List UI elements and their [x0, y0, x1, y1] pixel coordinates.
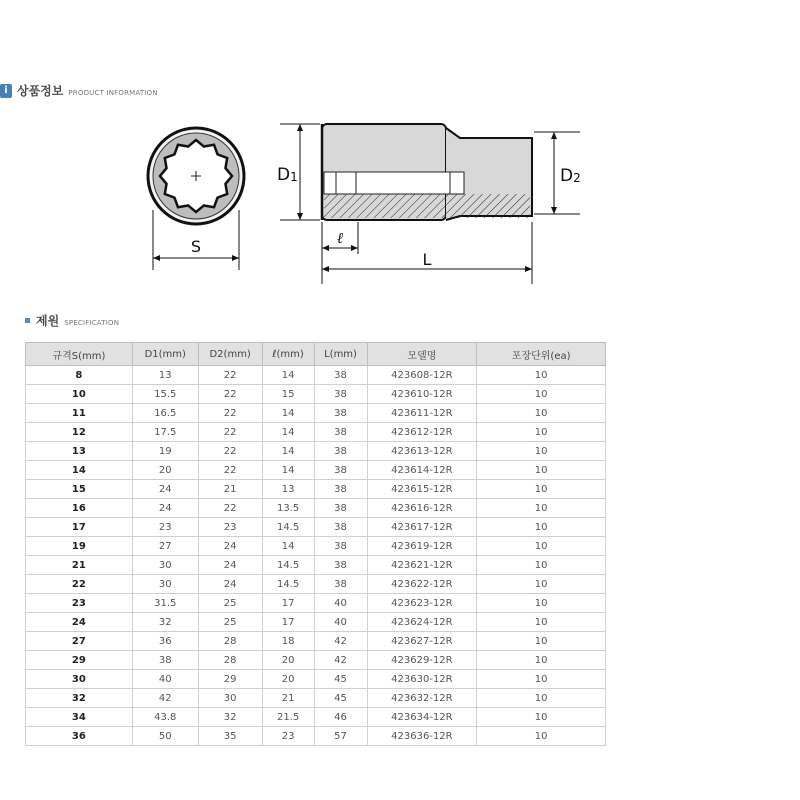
model-cell: 423615-12R [367, 480, 477, 499]
ell-cell: 14 [262, 442, 314, 461]
size-cell: 19 [26, 537, 133, 556]
ell-cell: 13 [262, 480, 314, 499]
table-row [26, 537, 606, 556]
model-header: 모델명 [367, 343, 477, 366]
d2-cell: 30 [198, 689, 262, 708]
model-cell: 423623-12R [367, 594, 477, 613]
ell-cell: 14 [262, 366, 314, 385]
model-cell: 423621-12R [367, 556, 477, 575]
package-unit-cell: 10 [477, 670, 606, 689]
package-unit-cell: 10 [477, 689, 606, 708]
table-row [26, 385, 606, 404]
table-row [26, 689, 606, 708]
length-cell: 38 [314, 575, 367, 594]
length-cell: 38 [314, 556, 367, 575]
d1-cell: 31.5 [132, 594, 198, 613]
ell-cell: 14.5 [262, 556, 314, 575]
ell-cell: 18 [262, 632, 314, 651]
model-cell: 423627-12R [367, 632, 477, 651]
d1-cell: 30 [132, 556, 198, 575]
size-cell: 34 [26, 708, 133, 727]
model-cell: 423608-12R [367, 366, 477, 385]
length-cell: 38 [314, 442, 367, 461]
ell-cell: 14.5 [262, 518, 314, 537]
table-row [26, 442, 606, 461]
length-cell: 45 [314, 670, 367, 689]
length-cell: 38 [314, 404, 367, 423]
size-cell: 15 [26, 480, 133, 499]
length-cell: 38 [314, 385, 367, 404]
d1-cell: 13 [132, 366, 198, 385]
size-cell: 17 [26, 518, 133, 537]
ell-cell: 14 [262, 461, 314, 480]
d2-cell: 28 [198, 632, 262, 651]
d2-cell: 24 [198, 575, 262, 594]
model-cell: 423630-12R [367, 670, 477, 689]
size-cell: 32 [26, 689, 133, 708]
length-cell: 45 [314, 689, 367, 708]
d1-cell: 24 [132, 499, 198, 518]
d1-cell: 40 [132, 670, 198, 689]
package-unit-cell: 10 [477, 480, 606, 499]
d2-cell: 32 [198, 708, 262, 727]
d1-cell: 24 [132, 480, 198, 499]
package-unit-cell: 10 [477, 727, 606, 746]
model-cell: 423636-12R [367, 727, 477, 746]
size-cell: 36 [26, 727, 133, 746]
ell-cell: 15 [262, 385, 314, 404]
d1-cell: 17.5 [132, 423, 198, 442]
model-cell: 423619-12R [367, 537, 477, 556]
table-row [26, 670, 606, 689]
size-cell: 23 [26, 594, 133, 613]
ell-cell: 20 [262, 670, 314, 689]
table-row [26, 499, 606, 518]
table-row [26, 594, 606, 613]
d1-cell: 50 [132, 727, 198, 746]
length-cell: 38 [314, 480, 367, 499]
d1-cell: 30 [132, 575, 198, 594]
d2-cell: 35 [198, 727, 262, 746]
d1-cell: 20 [132, 461, 198, 480]
package-unit-cell: 10 [477, 461, 606, 480]
size-cell: 29 [26, 651, 133, 670]
ell-cell: 14.5 [262, 575, 314, 594]
ell-cell: 14 [262, 404, 314, 423]
d1-dimension-label: D1 [277, 165, 298, 185]
length-cell: 38 [314, 461, 367, 480]
size-cell: 14 [26, 461, 133, 480]
length-header: L(mm) [314, 343, 367, 366]
package-unit-cell: 10 [477, 594, 606, 613]
d1-cell: 19 [132, 442, 198, 461]
package-unit-cell: 10 [477, 651, 606, 670]
model-cell: 423622-12R [367, 575, 477, 594]
d2-cell: 22 [198, 404, 262, 423]
d2-dimension-label: D2 [560, 166, 581, 186]
ell-cell: 17 [262, 594, 314, 613]
model-cell: 423617-12R [367, 518, 477, 537]
size-cell: 16 [26, 499, 133, 518]
d2-cell: 28 [198, 651, 262, 670]
product-info-title: 상품정보 [17, 84, 64, 98]
model-cell: 423624-12R [367, 613, 477, 632]
d1-cell: 16.5 [132, 404, 198, 423]
package-unit-cell: 10 [477, 499, 606, 518]
table-row [26, 518, 606, 537]
d2-cell: 23 [198, 518, 262, 537]
ell-dimension-label: ℓ [336, 229, 344, 247]
info-icon: i [0, 84, 12, 98]
table-row [26, 461, 606, 480]
model-cell: 423611-12R [367, 404, 477, 423]
length-cell: 40 [314, 594, 367, 613]
length-cell: 38 [314, 366, 367, 385]
ell-header: ℓ(mm) [262, 343, 314, 366]
specification-subtitle: SPECIFICATION [64, 319, 120, 327]
l-dimension-label: L [422, 250, 432, 269]
d2-cell: 22 [198, 461, 262, 480]
d2-cell: 29 [198, 670, 262, 689]
table-row [26, 556, 606, 575]
package-unit-cell: 10 [477, 385, 606, 404]
model-cell: 423610-12R [367, 385, 477, 404]
size-cell: 24 [26, 613, 133, 632]
length-cell: 42 [314, 651, 367, 670]
specification-title: 제원 [36, 314, 60, 328]
length-cell: 40 [314, 613, 367, 632]
s-dimension-label: S [190, 237, 202, 256]
table-row [26, 651, 606, 670]
d2-cell: 22 [198, 499, 262, 518]
ell-cell: 14 [262, 537, 314, 556]
ell-cell: 17 [262, 613, 314, 632]
table-row [26, 366, 606, 385]
table-row [26, 575, 606, 594]
size-cell: 30 [26, 670, 133, 689]
size-cell: 11 [26, 404, 133, 423]
d1-cell: 32 [132, 613, 198, 632]
model-cell: 423632-12R [367, 689, 477, 708]
d1-cell: 27 [132, 537, 198, 556]
specification-table [25, 342, 606, 746]
d2-cell: 24 [198, 537, 262, 556]
length-cell: 38 [314, 518, 367, 537]
d2-cell: 21 [198, 480, 262, 499]
package-unit-cell: 10 [477, 366, 606, 385]
table-row [26, 613, 606, 632]
table-header-row [26, 343, 606, 366]
package-unit-cell: 10 [477, 575, 606, 594]
d2-cell: 25 [198, 613, 262, 632]
d1-cell: 36 [132, 632, 198, 651]
length-cell: 38 [314, 537, 367, 556]
package-unit-cell: 10 [477, 442, 606, 461]
d1-header: D1(mm) [132, 343, 198, 366]
model-cell: 423614-12R [367, 461, 477, 480]
size-cell: 27 [26, 632, 133, 651]
specification-heading [25, 312, 119, 329]
ell-cell: 23 [262, 727, 314, 746]
size-cell: 12 [26, 423, 133, 442]
size-cell: 8 [26, 366, 133, 385]
d1-cell: 15.5 [132, 385, 198, 404]
d1-cell: 38 [132, 651, 198, 670]
table-row [26, 423, 606, 442]
length-cell: 46 [314, 708, 367, 727]
package-unit-cell: 10 [477, 613, 606, 632]
d1-cell: 23 [132, 518, 198, 537]
d2-cell: 22 [198, 423, 262, 442]
ell-cell: 20 [262, 651, 314, 670]
ell-cell: 14 [262, 423, 314, 442]
d1-cell: 42 [132, 689, 198, 708]
length-cell: 38 [314, 423, 367, 442]
d2-cell: 25 [198, 594, 262, 613]
package-unit-cell: 10 [477, 632, 606, 651]
package-unit-cell: 10 [477, 423, 606, 442]
package-unit-cell: 10 [477, 518, 606, 537]
product-info-subtitle: PRODUCT INFORMATION [68, 89, 158, 97]
d1-cell: 43.8 [132, 708, 198, 727]
model-cell: 423616-12R [367, 499, 477, 518]
package-unit-cell: 10 [477, 537, 606, 556]
length-cell: 42 [314, 632, 367, 651]
size-cell: 22 [26, 575, 133, 594]
package-unit-header: 포장단위(ea) [477, 343, 606, 366]
size-cell: 21 [26, 556, 133, 575]
d2-header: D2(mm) [198, 343, 262, 366]
table-row [26, 404, 606, 423]
package-unit-cell: 10 [477, 556, 606, 575]
d2-cell: 22 [198, 385, 262, 404]
ell-cell: 13.5 [262, 499, 314, 518]
square-bullet-icon [25, 318, 30, 323]
socket-diagram [140, 112, 610, 292]
d2-cell: 22 [198, 442, 262, 461]
model-cell: 423634-12R [367, 708, 477, 727]
model-cell: 423613-12R [367, 442, 477, 461]
package-unit-cell: 10 [477, 708, 606, 727]
ell-cell: 21.5 [262, 708, 314, 727]
product-info-heading [0, 82, 158, 99]
d2-cell: 24 [198, 556, 262, 575]
model-cell: 423629-12R [367, 651, 477, 670]
table-row [26, 708, 606, 727]
table-body [26, 366, 606, 746]
size-header: 규격S(mm) [26, 343, 133, 366]
table-row [26, 480, 606, 499]
table-row [26, 727, 606, 746]
d2-cell: 22 [198, 366, 262, 385]
size-cell: 13 [26, 442, 133, 461]
length-cell: 38 [314, 499, 367, 518]
length-cell: 57 [314, 727, 367, 746]
size-cell: 10 [26, 385, 133, 404]
table-row [26, 632, 606, 651]
package-unit-cell: 10 [477, 404, 606, 423]
model-cell: 423612-12R [367, 423, 477, 442]
ell-cell: 21 [262, 689, 314, 708]
